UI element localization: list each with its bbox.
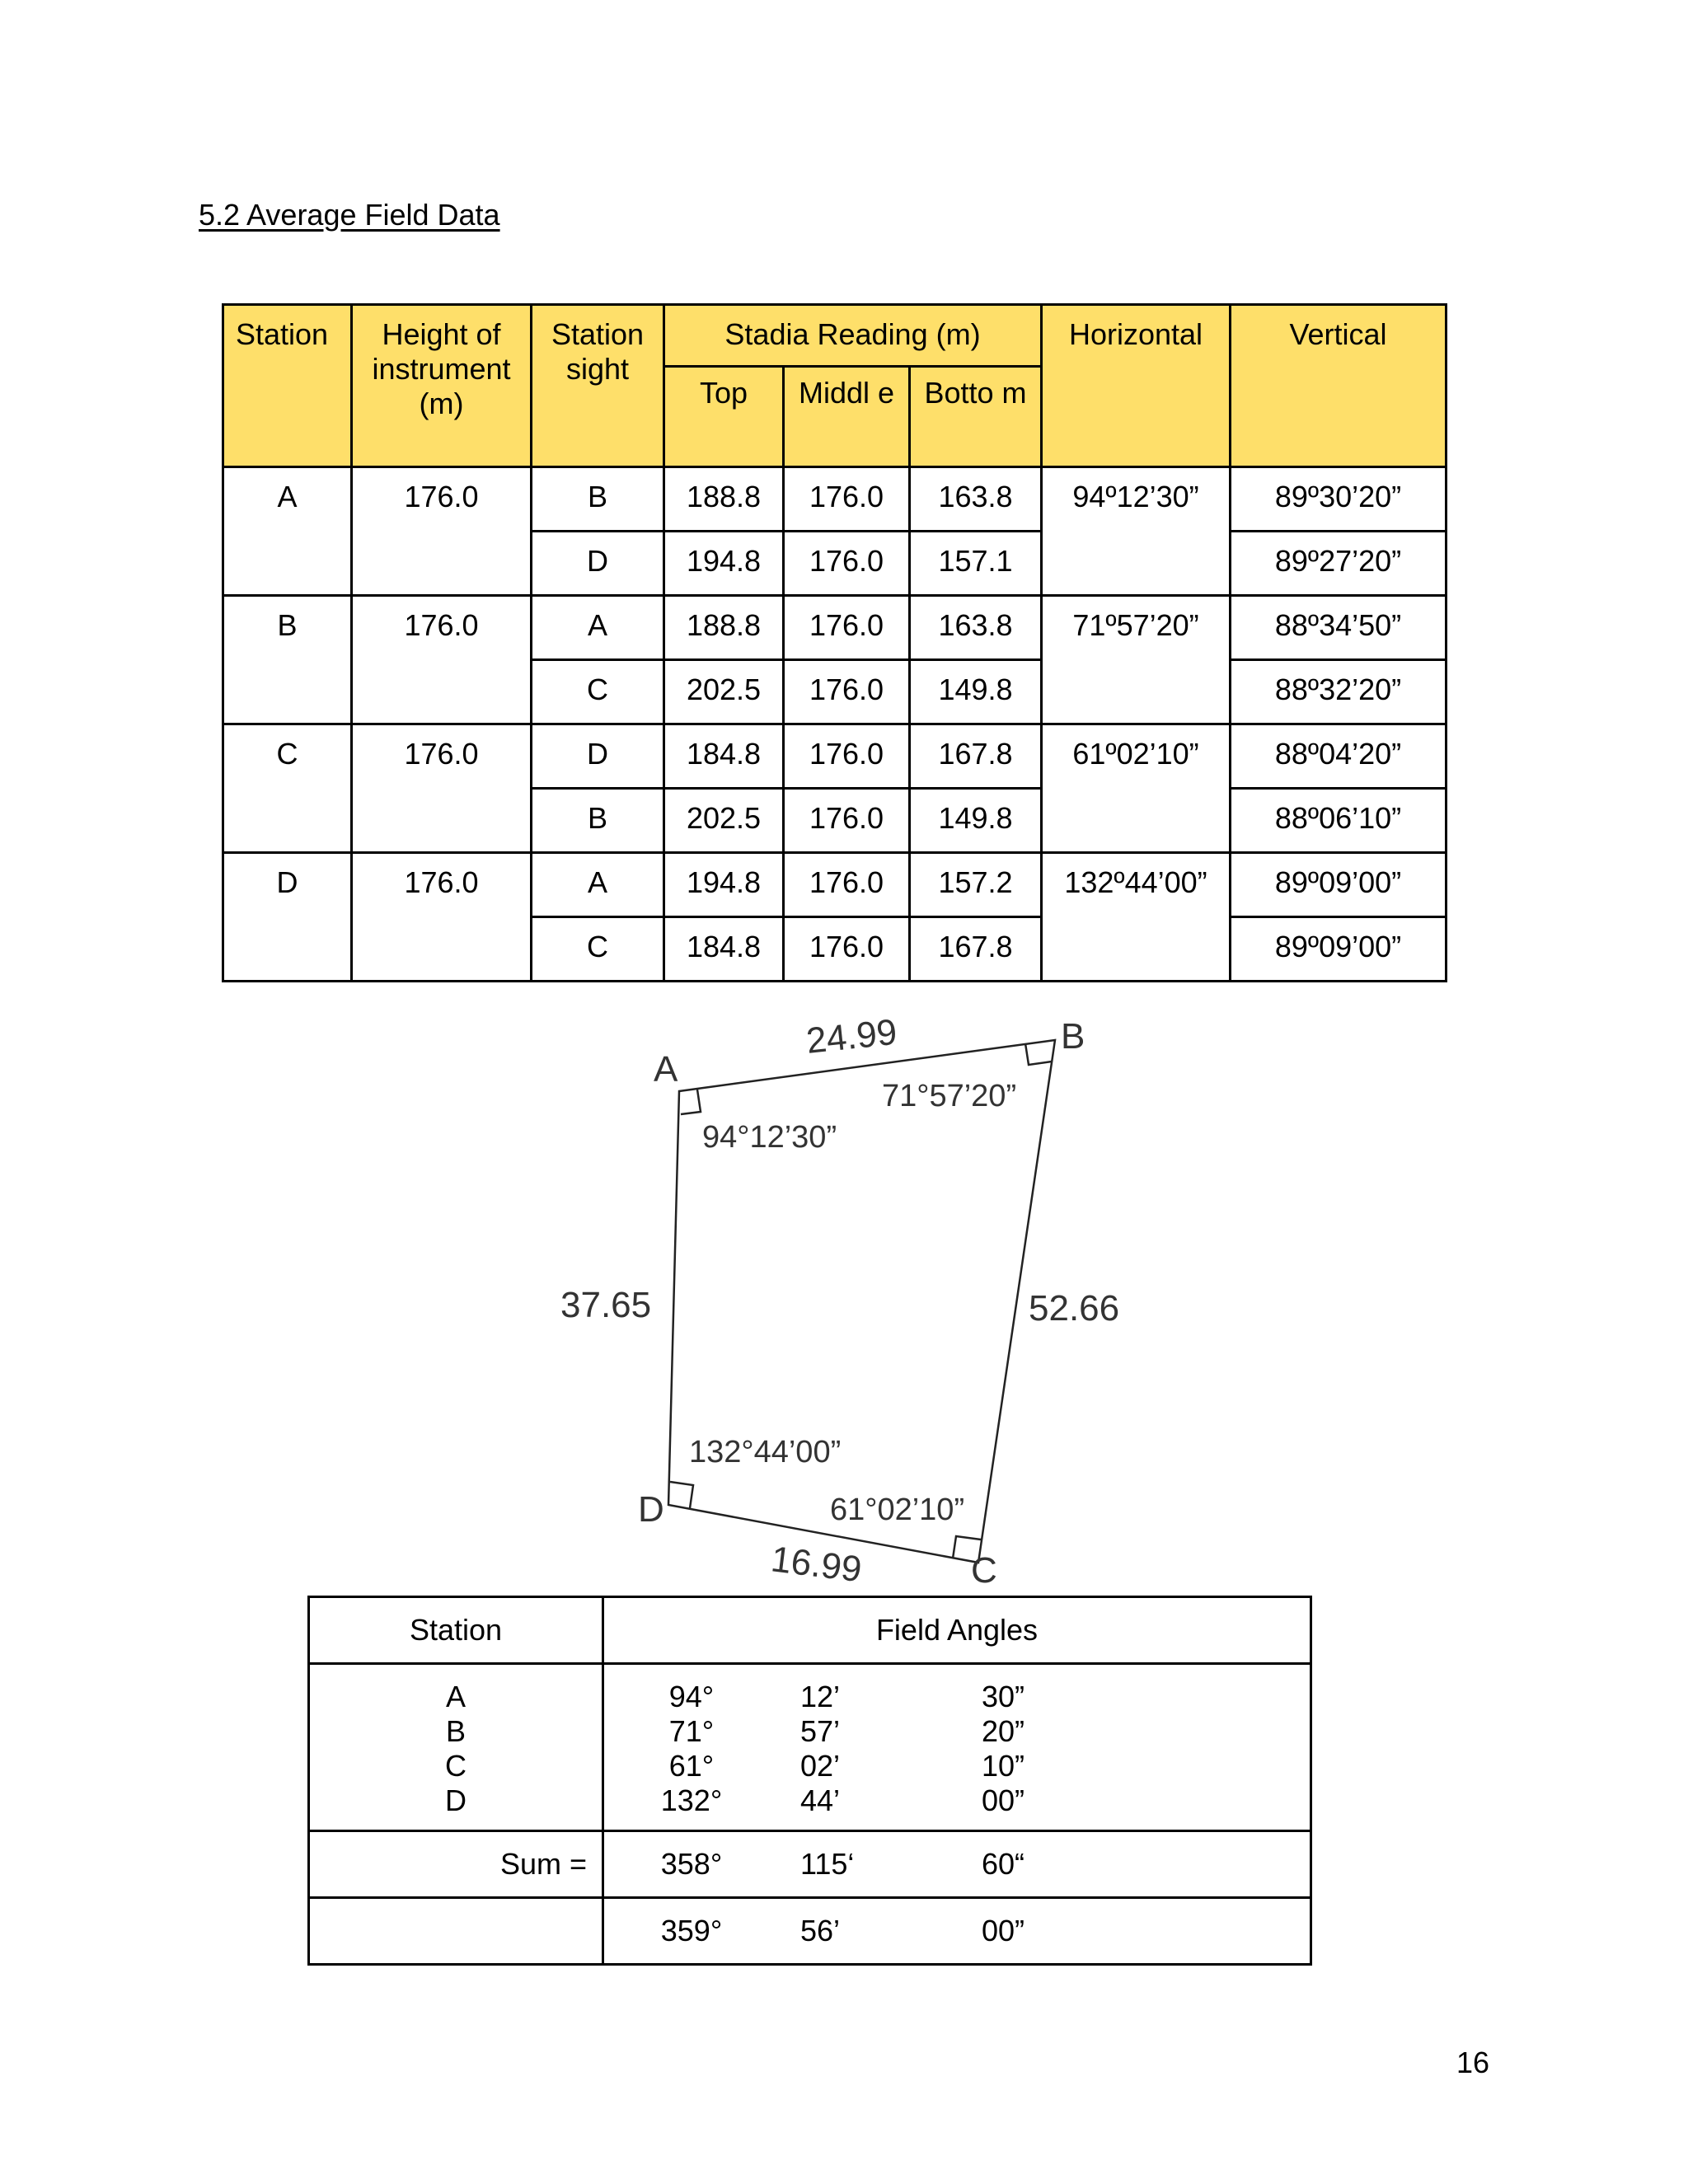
sight-cell: D <box>532 532 664 596</box>
station-cell: B <box>223 596 352 724</box>
total-degrees: 359° <box>660 1914 723 1947</box>
degrees-value: 71° <box>668 1714 715 1748</box>
header-middle: Middl e <box>784 367 910 467</box>
vertex-label-c: C <box>971 1550 997 1591</box>
minutes-value: 44’ <box>800 1783 841 1817</box>
minutes-value: 12’ <box>800 1680 841 1713</box>
top-cell: 202.5 <box>664 789 784 853</box>
middle-cell: 176.0 <box>784 660 910 724</box>
bottom-cell: 157.1 <box>910 532 1042 596</box>
vertical-cell: 89º27’20” <box>1231 532 1447 596</box>
top-cell: 184.8 <box>664 917 784 982</box>
top-cell: 184.8 <box>664 724 784 789</box>
station-cell: D <box>223 853 352 982</box>
bottom-cell: 149.8 <box>910 789 1042 853</box>
top-cell: 194.8 <box>664 532 784 596</box>
degrees-value: 94° <box>668 1680 715 1713</box>
sight-cell: D <box>532 724 664 789</box>
sum-values <box>603 1831 1311 1898</box>
seconds-value: 30” <box>982 1680 1025 1713</box>
side-length-bc: 52.66 <box>1029 1288 1120 1329</box>
side-length-da: 37.65 <box>560 1285 652 1325</box>
header-bottom: Botto m <box>910 367 1042 467</box>
height-cell: 176.0 <box>352 596 532 724</box>
station-cell: C <box>223 724 352 853</box>
vertex-label-b: B <box>1061 1016 1085 1057</box>
sum-label: Sum = <box>309 1831 603 1898</box>
height-cell: 176.0 <box>352 853 532 982</box>
station-item: D <box>445 1783 467 1817</box>
vertical-cell: 89º09’00” <box>1231 917 1447 982</box>
sum-minutes: 115‘ <box>800 1847 855 1881</box>
page-number: 16 <box>1456 2046 1490 2079</box>
header-top: Top <box>664 367 784 467</box>
bottom-cell: 157.2 <box>910 853 1042 917</box>
side-length-cd: 16.99 <box>768 1539 865 1591</box>
top-cell: 202.5 <box>664 660 784 724</box>
middle-cell: 176.0 <box>784 596 910 660</box>
sum-seconds: 60“ <box>982 1847 1025 1881</box>
middle-cell: 176.0 <box>784 853 910 917</box>
bottom-cell: 149.8 <box>910 660 1042 724</box>
seconds-value: 20” <box>982 1714 1025 1748</box>
traverse-polygon <box>668 1040 1055 1563</box>
angle-label-d: 132°44’00” <box>689 1435 842 1469</box>
side-length-ab: 24.99 <box>804 1011 899 1062</box>
station-cell: A <box>223 467 352 596</box>
section-heading: 5.2 Average Field Data <box>199 198 500 232</box>
total-seconds: 00” <box>982 1914 1025 1947</box>
sight-cell: A <box>532 596 664 660</box>
empty-cell <box>309 1898 603 1965</box>
horizontal-cell: 132º44’00” <box>1042 853 1231 982</box>
degrees-value: 61° <box>668 1749 715 1783</box>
minutes-value: 57’ <box>800 1714 841 1748</box>
height-cell: 176.0 <box>352 724 532 853</box>
vertical-cell: 88º06’10” <box>1231 789 1447 853</box>
angle-marker-b <box>1025 1043 1052 1065</box>
top-cell: 188.8 <box>664 596 784 660</box>
vertical-cell: 89º30’20” <box>1231 467 1447 532</box>
angle-marker-d <box>670 1482 693 1508</box>
header-station: Station <box>309 1597 603 1664</box>
station-item: B <box>445 1714 466 1748</box>
header-vertical: Vertical <box>1231 305 1447 467</box>
middle-cell: 176.0 <box>784 789 910 853</box>
sight-cell: B <box>532 789 664 853</box>
station-item: A <box>445 1680 466 1713</box>
angle-list <box>603 1664 1311 1831</box>
sight-cell: C <box>532 660 664 724</box>
degrees-value: 132° <box>660 1783 723 1817</box>
total-values <box>603 1898 1311 1965</box>
vertical-cell: 89º09’00” <box>1231 853 1447 917</box>
top-cell: 188.8 <box>664 467 784 532</box>
middle-cell: 176.0 <box>784 532 910 596</box>
total-minutes: 56’ <box>800 1914 841 1947</box>
bottom-cell: 167.8 <box>910 917 1042 982</box>
horizontal-cell: 61º02’10” <box>1042 724 1231 853</box>
angle-label-b: 71°57’20” <box>882 1079 1017 1113</box>
sight-cell: A <box>532 853 664 917</box>
header-field-angles: Field Angles <box>603 1597 1311 1664</box>
vertical-cell: 88º34’50” <box>1231 596 1447 660</box>
header-height: Height of instrument (m) <box>352 305 532 467</box>
sum-degrees: 358° <box>660 1847 723 1881</box>
bottom-cell: 163.8 <box>910 467 1042 532</box>
header-stadia: Stadia Reading (m) <box>664 305 1042 367</box>
station-list <box>309 1664 603 1831</box>
seconds-value: 10” <box>982 1749 1025 1783</box>
middle-cell: 176.0 <box>784 724 910 789</box>
vertex-label-a: A <box>654 1049 678 1090</box>
horizontal-cell: 94º12’30” <box>1042 467 1231 596</box>
vertical-cell: 88º04’20” <box>1231 724 1447 789</box>
top-cell: 194.8 <box>664 853 784 917</box>
middle-cell: 176.0 <box>784 467 910 532</box>
angle-label-a: 94°12’30” <box>702 1120 837 1155</box>
sight-cell: C <box>532 917 664 982</box>
bottom-cell: 163.8 <box>910 596 1042 660</box>
bottom-cell: 167.8 <box>910 724 1042 789</box>
vertex-label-d: D <box>638 1489 664 1530</box>
header-sight: Station sight <box>532 305 664 467</box>
middle-cell: 176.0 <box>784 917 910 982</box>
field-angles-table <box>307 1596 1312 1966</box>
seconds-value: 00” <box>982 1783 1025 1817</box>
horizontal-cell: 71º57’20” <box>1042 596 1231 724</box>
header-horizontal: Horizontal <box>1042 305 1231 467</box>
sight-cell: B <box>532 467 664 532</box>
vertical-cell: 88º32’20” <box>1231 660 1447 724</box>
height-cell: 176.0 <box>352 467 532 596</box>
minutes-value: 02’ <box>800 1749 841 1783</box>
angle-label-c: 61°02’10” <box>830 1493 965 1527</box>
station-item: C <box>445 1749 467 1783</box>
header-station: Station <box>223 305 352 467</box>
angle-marker-a <box>681 1090 701 1114</box>
